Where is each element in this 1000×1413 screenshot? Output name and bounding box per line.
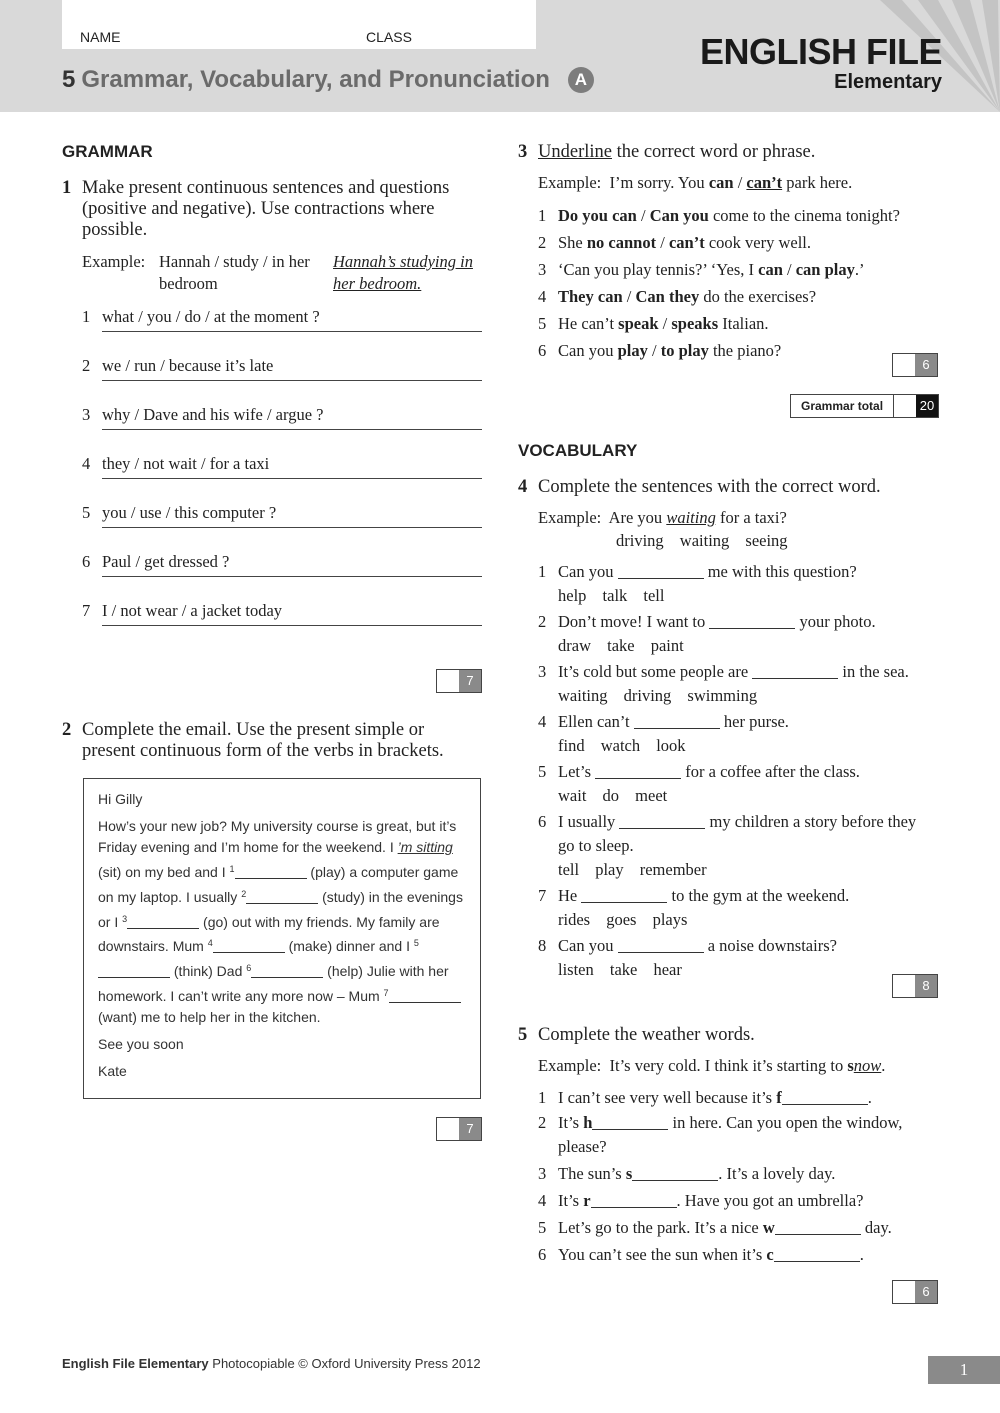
- word-choices: rides goes plays: [558, 910, 688, 929]
- score-total: 7: [459, 1118, 481, 1140]
- q5-score-box: [892, 1280, 938, 1304]
- email-blank-1[interactable]: [235, 866, 307, 879]
- q5-section: [518, 1025, 948, 1268]
- option-a[interactable]: can: [758, 260, 783, 279]
- q2-score-box: [436, 1117, 482, 1141]
- list-item: 3 It’s cold but some people are in the sea.: [538, 662, 909, 681]
- email-body: How’s your new job? My university course is great, but it’s Friday evening and I’m home for the weekend. I ’m sitting (sit) on my bed and I $^1$ (play) a computer game on my laptop. I usually $^2$ (study) in the evenings or I $^3$ (go) out with my friends. My family are downstairs. Mum $^4$ (make) dinner and I $^5$ (think) Dad $^6$ (help) Julie with her homework. I can’t write any more now – Mum $^7$ (want) me to help her in the kitchen.: [98, 817, 463, 1026]
- brand-level: Elementary: [834, 71, 942, 93]
- list-item-continued: please?: [558, 1137, 607, 1156]
- answer-line[interactable]: [102, 380, 482, 381]
- q4-section: [518, 477, 948, 981]
- list-item: 2 It’s h in here. Can you open the window,: [538, 1113, 903, 1132]
- option-a[interactable]: speak: [618, 314, 659, 333]
- list-item: 3 why / Dave and his wife / argue ?: [82, 405, 324, 424]
- option-a[interactable]: play: [617, 341, 648, 360]
- q1-example-prompt: Hannah / study / in her bedroom: [159, 252, 310, 293]
- answer-line[interactable]: [102, 576, 482, 577]
- word-choices: find watch look: [558, 736, 686, 755]
- q5-instruction: [518, 1025, 948, 1046]
- word-choices: tell play remember: [558, 860, 707, 879]
- q4-example: Example: Are you waiting for a taxi?: [538, 508, 787, 527]
- q3-number: 3: [518, 142, 528, 162]
- grammar-total-score: 20: [916, 395, 938, 417]
- grammar-heading: GRAMMAR: [62, 142, 153, 161]
- grammar-total-label: Grammar total: [791, 395, 894, 417]
- list-item-continued: go to sleep.: [558, 836, 634, 855]
- q3-example: Example: I’m sorry. You can / can’t park here.: [538, 173, 853, 192]
- answer-blank[interactable]: [634, 715, 720, 729]
- list-item: 4 They can / Can they do the exercises?: [538, 287, 817, 306]
- brand-name: ENGLISH FILE: [699, 31, 942, 72]
- q5-instruction-text: Complete the weather words.: [538, 1025, 755, 1045]
- score-total: 6: [915, 354, 937, 376]
- email-signoff: See you soon: [98, 1036, 184, 1053]
- score-entry[interactable]: [894, 395, 916, 417]
- list-item: 3 ‘Can you play tennis?’ ‘Yes, I can / can play.’: [538, 260, 865, 279]
- q4-instruction: [518, 477, 948, 498]
- list-item: 2 She no cannot / can’t cook very well.: [538, 233, 812, 252]
- list-item: 2 we / run / because it’s late: [82, 356, 274, 375]
- q4-instruction-text: Complete the sentences with the correct word.: [538, 477, 881, 497]
- q1-example: [82, 251, 482, 295]
- option-b[interactable]: can’t: [668, 233, 705, 252]
- q5-items: [538, 1085, 948, 1268]
- option-b[interactable]: to play: [660, 341, 709, 360]
- answer-blank[interactable]: [592, 1116, 668, 1130]
- list-item: 5 you / use / this computer ?: [82, 503, 277, 522]
- unit-title-text: Grammar, Vocabulary, and Pronunciation: [81, 66, 550, 93]
- word-choices: waiting driving swimming: [558, 686, 758, 705]
- answer-blank[interactable]: [775, 1221, 861, 1235]
- q3-items: [538, 202, 938, 364]
- answer-line[interactable]: [102, 429, 482, 430]
- word-choices: help talk tell: [558, 586, 665, 605]
- q4-items: [538, 560, 948, 981]
- answer-blank[interactable]: [618, 565, 704, 579]
- list-item: 1 I can’t see very well because it’s f .: [538, 1088, 872, 1107]
- score-total: 6: [915, 1281, 937, 1303]
- option-a[interactable]: Do you can: [558, 206, 637, 225]
- q1-score-box: [436, 669, 482, 693]
- list-item: 3 The sun’s s . It’s a lovely day.: [538, 1164, 836, 1183]
- list-item: 6 Can you play / to play the piano?: [538, 341, 782, 360]
- answer-line[interactable]: [102, 331, 482, 332]
- unit-title: [62, 66, 594, 94]
- list-item: 6 I usually my children a story before they: [538, 812, 917, 831]
- list-item: 5 Let’s go to the park. It’s a nice w day.: [538, 1218, 892, 1237]
- list-item: 1 Do you can / Can you come to the cinema tonight?: [538, 206, 900, 225]
- left-column: [62, 142, 482, 626]
- email-blank-7[interactable]: [389, 990, 461, 1003]
- name-label: NAME: [80, 29, 121, 45]
- email-signature: Kate: [98, 1062, 127, 1079]
- list-item: 1 what / you / do / at the moment ?: [82, 307, 320, 326]
- answer-blank[interactable]: [619, 815, 705, 829]
- option-b[interactable]: can play: [795, 260, 855, 279]
- email-blank-5[interactable]: [98, 965, 170, 978]
- q3-instruction: 3 Underline the correct word or phrase.: [518, 142, 816, 162]
- answer-line[interactable]: [102, 625, 482, 626]
- email-greeting: Hi Gilly: [98, 791, 143, 807]
- email-blank-3[interactable]: [127, 916, 199, 929]
- q4-score-box: [892, 974, 938, 998]
- option-a[interactable]: They can: [558, 287, 623, 306]
- answer-line[interactable]: [102, 478, 482, 479]
- answer-blank[interactable]: [774, 1248, 860, 1262]
- option-b[interactable]: Can they: [635, 287, 700, 306]
- list-item: 4 It’s r . Have you got an umbrella?: [538, 1191, 864, 1210]
- vocabulary-heading: VOCABULARY: [518, 441, 638, 460]
- email-example-answer: ’m sitting: [397, 839, 453, 856]
- answer-blank[interactable]: [752, 665, 838, 679]
- q4-number: 4: [518, 477, 528, 497]
- score-entry[interactable]: [893, 354, 915, 376]
- score-entry[interactable]: [893, 975, 915, 997]
- answer-blank[interactable]: [591, 1194, 677, 1208]
- name-class-strip: [62, 0, 536, 49]
- list-item: 6 Paul / get dressed ?: [82, 552, 230, 571]
- list-item: 1 Can you me with this question?: [538, 562, 857, 581]
- list-item: 5 Let’s for a coffee after the class.: [538, 762, 860, 781]
- q1-example-answer: Hannah’s studying in her bedroom.: [333, 252, 473, 293]
- q1-items: [82, 305, 482, 626]
- q2-instruction-text: Complete the email. Use the present simple or present continuous form of the verbs in brackets.: [82, 720, 444, 761]
- email-blank-2[interactable]: [246, 891, 318, 904]
- q1-instruction-text: Make present continuous sentences and questions (positive and negative). Use contractions where possible.: [82, 178, 450, 240]
- email-box: [83, 778, 481, 1099]
- answer-blank[interactable]: [595, 765, 681, 779]
- answer-blank[interactable]: [782, 1091, 868, 1105]
- score-entry[interactable]: [893, 1281, 915, 1303]
- footer-book: English File Elementary: [62, 1356, 209, 1371]
- unit-badge: A: [568, 67, 594, 93]
- word-choices: listen take hear: [558, 960, 682, 979]
- grammar-total-box: [790, 394, 939, 418]
- class-label: CLASS: [366, 29, 412, 45]
- option-b[interactable]: Can you: [649, 206, 709, 225]
- answer-blank[interactable]: [709, 615, 795, 629]
- q1-number: 1: [62, 178, 72, 198]
- answer-blank[interactable]: [632, 1167, 718, 1181]
- list-item: 5 He can’t speak / speaks Italian.: [538, 314, 769, 333]
- list-item: 7 He to the gym at the weekend.: [538, 886, 850, 905]
- q1-instruction: [62, 178, 482, 241]
- score-entry[interactable]: [437, 1118, 459, 1140]
- footer-credit: [62, 1356, 481, 1371]
- q2-instruction: [62, 720, 482, 762]
- list-item: 4 they / not wait / for a taxi: [82, 454, 270, 473]
- page-number: 1: [928, 1356, 1000, 1384]
- right-column: [518, 142, 938, 364]
- score-total: 8: [915, 975, 937, 997]
- example-choices: driving waiting seeing: [616, 531, 788, 550]
- email-blank-4[interactable]: [213, 940, 285, 953]
- page-header: [0, 0, 1000, 112]
- score-entry[interactable]: [437, 670, 459, 692]
- option-a[interactable]: no cannot: [586, 233, 657, 252]
- brand-logo: [699, 31, 942, 94]
- unit-number: 5: [62, 66, 76, 93]
- q2-number: 2: [62, 720, 72, 740]
- q5-example: Example: It’s very cold. I think it’s starting to snow.: [538, 1056, 886, 1075]
- example-label: Example:: [82, 252, 146, 271]
- score-total: 7: [459, 670, 481, 692]
- footer-copyright: Photocopiable © Oxford University Press 2012: [212, 1356, 481, 1371]
- list-item: 4 Ellen can’t her purse.: [538, 712, 789, 731]
- answer-blank[interactable]: [618, 939, 704, 953]
- word-choices: wait do meet: [558, 786, 668, 805]
- email-blank-6[interactable]: [251, 965, 323, 978]
- answer-blank[interactable]: [581, 889, 667, 903]
- answer-line[interactable]: [102, 527, 482, 528]
- list-item: 6 You can’t see the sun when it’s c .: [538, 1245, 864, 1264]
- list-item: 2 Don’t move! I want to your photo.: [538, 612, 876, 631]
- option-b[interactable]: speaks: [671, 314, 719, 333]
- list-item: 7 I / not wear / a jacket today: [82, 601, 283, 620]
- word-choices: draw take paint: [558, 636, 684, 655]
- list-item: 8 Can you a noise downstairs?: [538, 936, 837, 955]
- q3-score-box: [892, 353, 938, 377]
- q5-number: 5: [518, 1025, 528, 1045]
